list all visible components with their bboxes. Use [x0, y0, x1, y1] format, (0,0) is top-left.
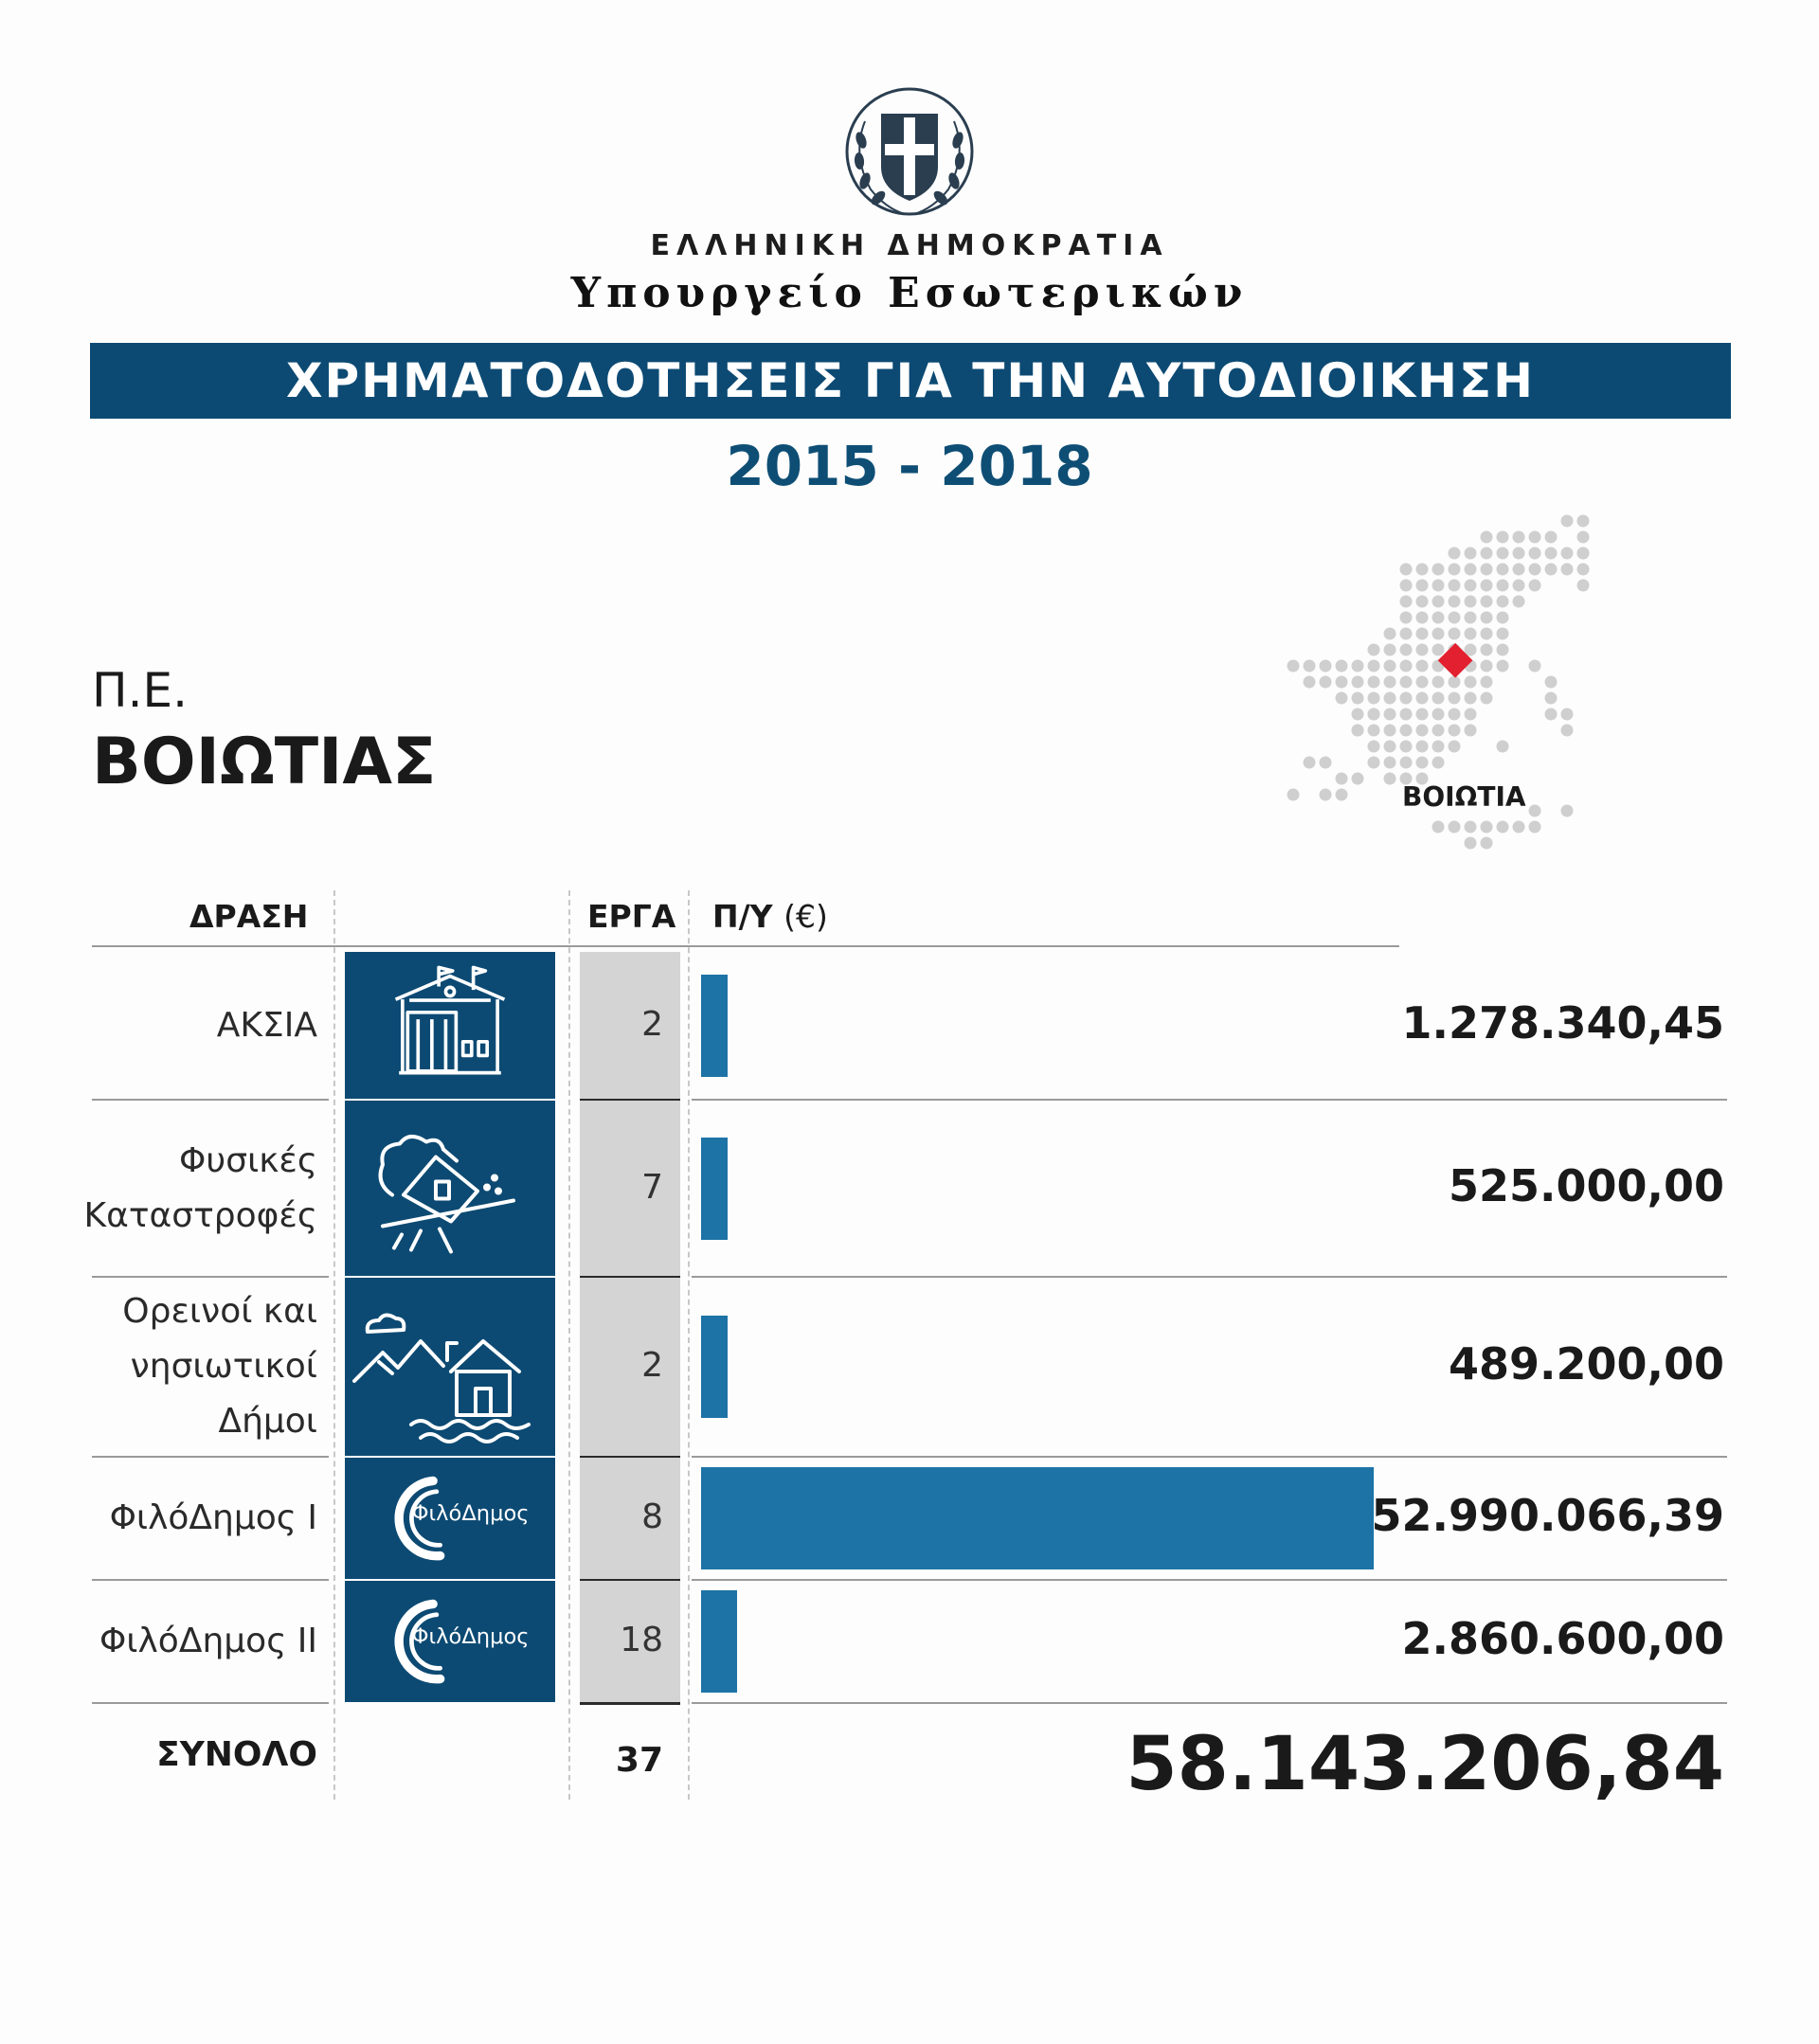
row-divider — [692, 1702, 1727, 1704]
row-label-line: Φυσικές — [179, 1140, 317, 1180]
row-label — [76, 1614, 317, 1669]
row-divider — [92, 1579, 329, 1581]
budget-amount: 1.278.340,45 — [1401, 996, 1724, 1049]
natural-disaster-icon — [345, 1101, 555, 1276]
row-label — [76, 1491, 317, 1546]
works-count: 2 — [641, 1004, 663, 1044]
budget-bar — [701, 975, 728, 1077]
budget-amount: 525.000,00 — [1448, 1159, 1724, 1211]
row-divider — [692, 1456, 1727, 1458]
svg-text:ΦιλόΔημος: ΦιλόΔημος — [411, 1623, 530, 1649]
greece-dot-map — [1284, 511, 1663, 985]
budget-bar — [701, 1467, 1374, 1569]
total-amount: 58.143.206,84 — [1126, 1722, 1724, 1807]
works-count: 7 — [641, 1167, 663, 1207]
column-divider — [688, 890, 690, 1800]
row-divider — [580, 1702, 680, 1705]
total-label: ΣΥΝΟΛΟ — [156, 1735, 317, 1774]
row-divider — [92, 1276, 329, 1278]
row-label-line: Δήμοι — [218, 1402, 317, 1441]
column-header-budget — [712, 898, 828, 935]
row-label-line: ΦιλόΔημος ΙΙ — [99, 1622, 317, 1660]
row-label-line: Καταστροφές — [83, 1195, 317, 1235]
budget-bar — [701, 1316, 728, 1418]
works-count: 8 — [641, 1497, 663, 1536]
header-divider — [92, 945, 1399, 947]
svg-text:ΦιλόΔημος: ΦιλόΔημος — [411, 1500, 530, 1526]
ministry-name: Υπουργείο Εσωτερικών — [570, 269, 1249, 317]
works-count: 2 — [641, 1346, 663, 1385]
row-label — [76, 1134, 317, 1244]
title-banner: ΧΡΗΜΑΤΟΔΟΤΗΣΕΙΣ ΓΙΑ ΤΗΝ ΑΥΤΟΔΙΟΙΚΗΣΗ — [90, 343, 1731, 419]
budget-amount: 52.990.066,39 — [1371, 1490, 1724, 1541]
budget-bar — [701, 1138, 728, 1240]
row-label — [76, 1284, 317, 1449]
row-label-line: ΦιλόΔημος Ι — [109, 1498, 317, 1537]
column-header-action: ΔΡΑΣΗ — [189, 898, 309, 935]
country-name: ΕΛΛΗΝΙΚΗ ΔΗΜΟΚΡΑΤΙΑ — [650, 229, 1169, 262]
total-works: 37 — [615, 1741, 663, 1780]
row-divider — [692, 1276, 1727, 1278]
region-name: ΒΟΙΩΤΙΑΣ — [92, 725, 437, 799]
town-hall-icon — [345, 952, 555, 1099]
works-count: 18 — [620, 1621, 663, 1659]
greek-coat-of-arms-icon — [838, 83, 981, 225]
budget-bar — [701, 1590, 737, 1693]
year-range: 2015 - 2018 — [726, 434, 1093, 498]
mountain-island-icon — [345, 1278, 555, 1456]
row-label-line: Ορεινοί και — [122, 1292, 317, 1331]
column-divider — [568, 890, 570, 1800]
row-label — [76, 998, 317, 1053]
row-label-line: νησιωτικοί — [130, 1347, 317, 1386]
column-header-works: ΕΡΓΑ — [587, 898, 676, 935]
row-divider — [692, 1579, 1727, 1581]
filodimos-logo-icon — [345, 1458, 555, 1579]
column-divider — [333, 890, 335, 1800]
row-divider — [92, 1099, 329, 1101]
budget-label: Π/Υ — [712, 898, 773, 935]
map-region-label: ΒΟΙΩΤΙΑ — [1402, 781, 1526, 813]
row-divider — [692, 1099, 1727, 1101]
budget-amount: 2.860.600,00 — [1401, 1613, 1724, 1664]
row-divider — [92, 1702, 329, 1704]
budget-unit: (€) — [783, 898, 828, 935]
region-prefix: Π.Ε. — [92, 663, 188, 718]
budget-amount: 489.200,00 — [1448, 1338, 1724, 1390]
row-divider — [92, 1456, 329, 1458]
filodimos-logo-icon — [345, 1581, 555, 1702]
row-label-line: ΑΚΣΙΑ — [216, 1005, 317, 1045]
